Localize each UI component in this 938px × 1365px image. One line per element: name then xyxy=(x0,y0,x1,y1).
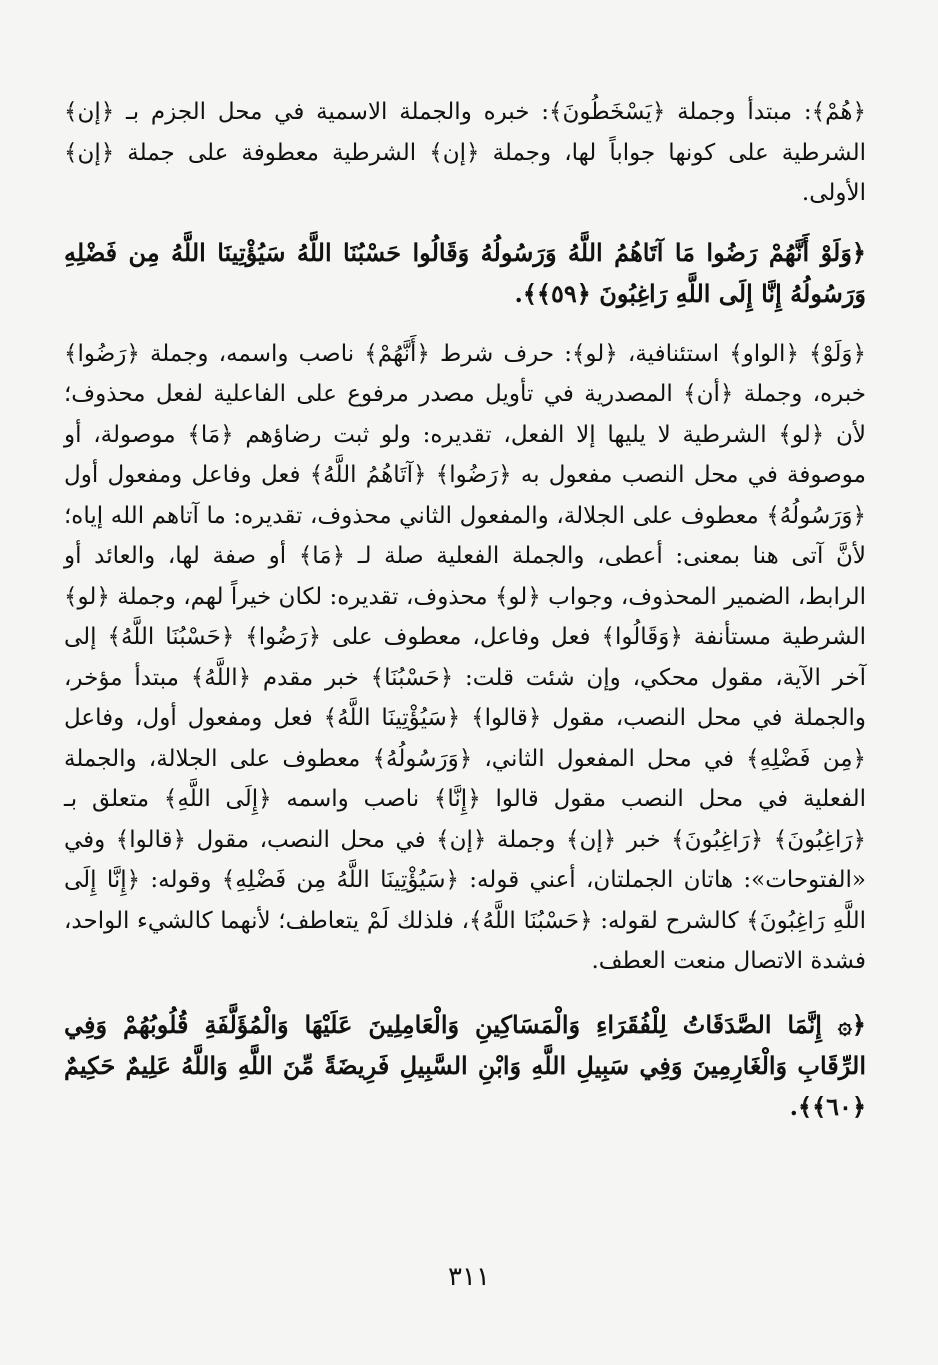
quran-verse-60: ﴿۞ إِنَّمَا الصَّدَقَاتُ لِلْفُقَرَاءِ وَالْمَسَاكِينِ وَالْعَامِلِينَ عَلَيْهَا وَالْمُؤَلَّفَةِ قُلُوبُهُمْ وَفِي الرِّقَابِ وَالْغَارِمِينَ وَفِي سَبِيلِ اللَّهِ وَابْنِ السَّبِيلِ فَرِيضَةً مِّنَ اللَّهِ وَاللَّهُ عَلِيمٌ حَكِيمٌ ﴿٦٠﴾﴾. xyxy=(64,1009,866,1121)
grammar-paragraph-1: ﴿هُمْ﴾: مبتدأ وجملة ﴿يَسْخَطُونَ﴾: خبره والجملة الاسمية في محل الجزم بـ ﴿إن﴾ الشرطية على كونها جواباً لها، وجملة ﴿إن﴾ الشرطية معطوفة على جملة ﴿إن﴾ الأولى. xyxy=(64,99,866,206)
grammar-paragraph-2: ﴿وَلَوْ﴾ ﴿الواو﴾ استئنافية، ﴿لو﴾: حرف شرط ﴿أَنَّهُمْ﴾ ناصب واسمه، وجملة ﴿رَضُوا﴾ خبره، وجملة ﴿أن﴾ المصدرية في تأويل مصدر مرفوع على الفاعلية لفعل محذوف؛ لأن ﴿لو﴾ الشرطية لا يليها إلا الفعل، تقديره: ولو ثبت رضاؤهم ﴿مَا﴾ موصولة، أو موصوفة في محل النصب مفعول به ﴿رَضُوا﴾ ﴿آتَاهُمُ اللَّهُ﴾ فعل وفاعل ومفعول أول ﴿وَرَسُولُهُ﴾ معطوف على الجلالة، والمفعول الثاني محذوف، تقديره: ما آتاهم الله إياه؛ لأنَّ آتى هنا بمعنى: أعطى، والجملة الفعلية صلة لـ ﴿مَا﴾ أو صفة لها، والعائد أو الرابط، الضمير المحذوف، وجواب ﴿لو﴾ محذوف، تقديره: لكان خيراً لهم، وجملة ﴿لو﴾ الشرطية مستأنفة ﴿وَقَالُوا﴾ فعل وفاعل، معطوف على ﴿رَضُوا﴾ ﴿حَسْبُنَا اللَّهُ﴾ إلى آخر الآية، مقول محكي، وإن شئت قلت: ﴿حَسْبُنَا﴾ خبر مقدم ﴿اللَّهُ﴾ مبتدأ مؤخر، والجملة في محل النصب، مقول ﴿قالوا﴾ ﴿سَيُؤْتِينَا اللَّهُ﴾ فعل ومفعول أول، وفاعل ﴿مِن فَضْلِهِ﴾ في محل المفعول الثاني، ﴿وَرَسُولُهُ﴾ معطوف على الجلالة، والجملة الفعلية في محل النصب مقول قالوا ﴿إِنَّا﴾ ناصب واسمه ﴿إِلَى اللَّهِ﴾ متعلق بـ ﴿رَاغِبُونَ﴾ ﴿رَاغِبُونَ﴾ خبر ﴿إن﴾ وجملة ﴿إن﴾ في محل النصب، مقول ﴿قالوا﴾ وفي «الفتوحات»: هاتان الجملتان، أعني قوله: ﴿سَيُؤْتِينَا اللَّهُ مِن فَضْلِهِ﴾ وقوله: ﴿إِنَّا إِلَى اللَّهِ رَاغِبُونَ﴾ كالشرح لقوله: ﴿حَسْبُنَا اللَّهُ﴾، فلذلك لَمْ يتعاطف؛ لأنهما كالشيء الواحد، فشدة الاتصال منعت العطف. xyxy=(64,340,866,974)
quran-verse-59: ﴿وَلَوْ أَنَّهُمْ رَضُوا مَا آتَاهُمُ اللَّهُ وَرَسُولُهُ وَقَالُوا حَسْبُنَا اللَّهُ سَيُؤْتِينَا اللَّهُ مِن فَضْلِهِ وَرَسُولُهُ إِنَّا إِلَى اللَّهِ رَاغِبُونَ ﴿٥٩﴾﴾. xyxy=(64,237,866,308)
page-number: ٣١١ xyxy=(448,1262,490,1292)
